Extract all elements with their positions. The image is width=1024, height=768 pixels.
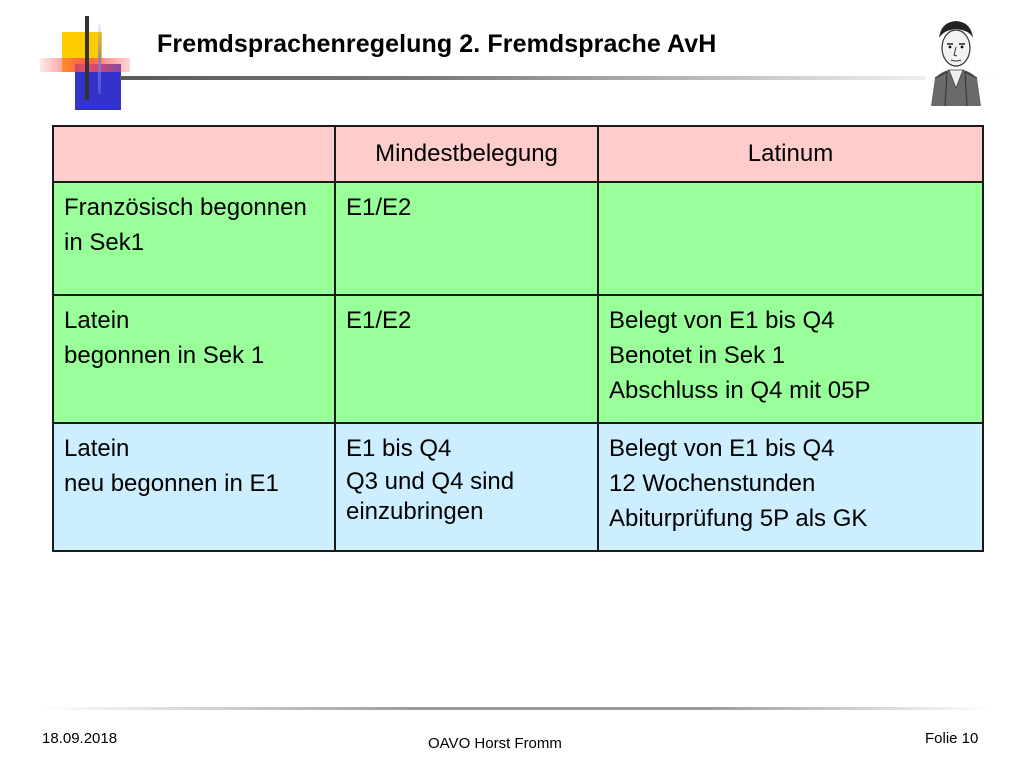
cell-text: Latein: [64, 435, 130, 462]
cell-text: E1 bis Q4: [346, 435, 452, 462]
table-row: [53, 182, 983, 295]
cell-mindestbelegung: [335, 295, 598, 423]
language-rules-table: [52, 125, 984, 552]
cell-latinum: [598, 295, 983, 423]
cell-text: neu begonnen in E1: [64, 469, 279, 497]
page-title: Fremdsprachenregelung 2. Fremdsprache AvH: [157, 30, 717, 58]
footer-divider: [40, 707, 990, 710]
cell-text: Abiturprüfung 5P als GK: [609, 504, 868, 532]
cell-text: Latein: [64, 307, 130, 334]
cell-mindestbelegung: [335, 423, 598, 551]
cell-text: begonnen in Sek 1: [64, 341, 265, 369]
cell-mindestbelegung: [335, 182, 598, 295]
cell-language: [53, 295, 335, 423]
cell-text: 12 Wochenstunden: [609, 469, 816, 497]
header-cell-empty: [53, 126, 335, 182]
header-cell-mindestbelegung: Mindestbelegung: [335, 126, 598, 182]
table-row: [53, 423, 983, 551]
cell-text: Belegt von E1 bis Q4: [609, 307, 835, 334]
cell-text: E1/E2: [346, 194, 412, 221]
footer-date: 18.09.2018: [42, 730, 118, 747]
portrait-image: [925, 16, 987, 106]
cell-text: Benotet in Sek 1: [609, 341, 786, 369]
cell-latinum: [598, 182, 983, 295]
footer-author: OAVO Horst Fromm: [428, 735, 562, 752]
cell-text: Q3 und Q4 sind einzubringen: [346, 467, 515, 525]
header-cell-latinum: Latinum: [598, 126, 983, 182]
color-blocks-logo: [40, 14, 140, 114]
table-row: [53, 295, 983, 423]
title-divider: [120, 76, 1000, 80]
cell-language: [53, 423, 335, 551]
cell-language: [53, 182, 335, 295]
cell-text: Französisch begonnen in Sek1: [64, 194, 307, 256]
cell-text: Abschluss in Q4 mit 05P: [609, 376, 871, 404]
footer-slide-number: Folie 10: [925, 730, 979, 747]
table-header-row: [53, 126, 983, 182]
cell-text: E1/E2: [346, 307, 412, 334]
cell-text: Belegt von E1 bis Q4: [609, 435, 835, 462]
cell-latinum: [598, 423, 983, 551]
